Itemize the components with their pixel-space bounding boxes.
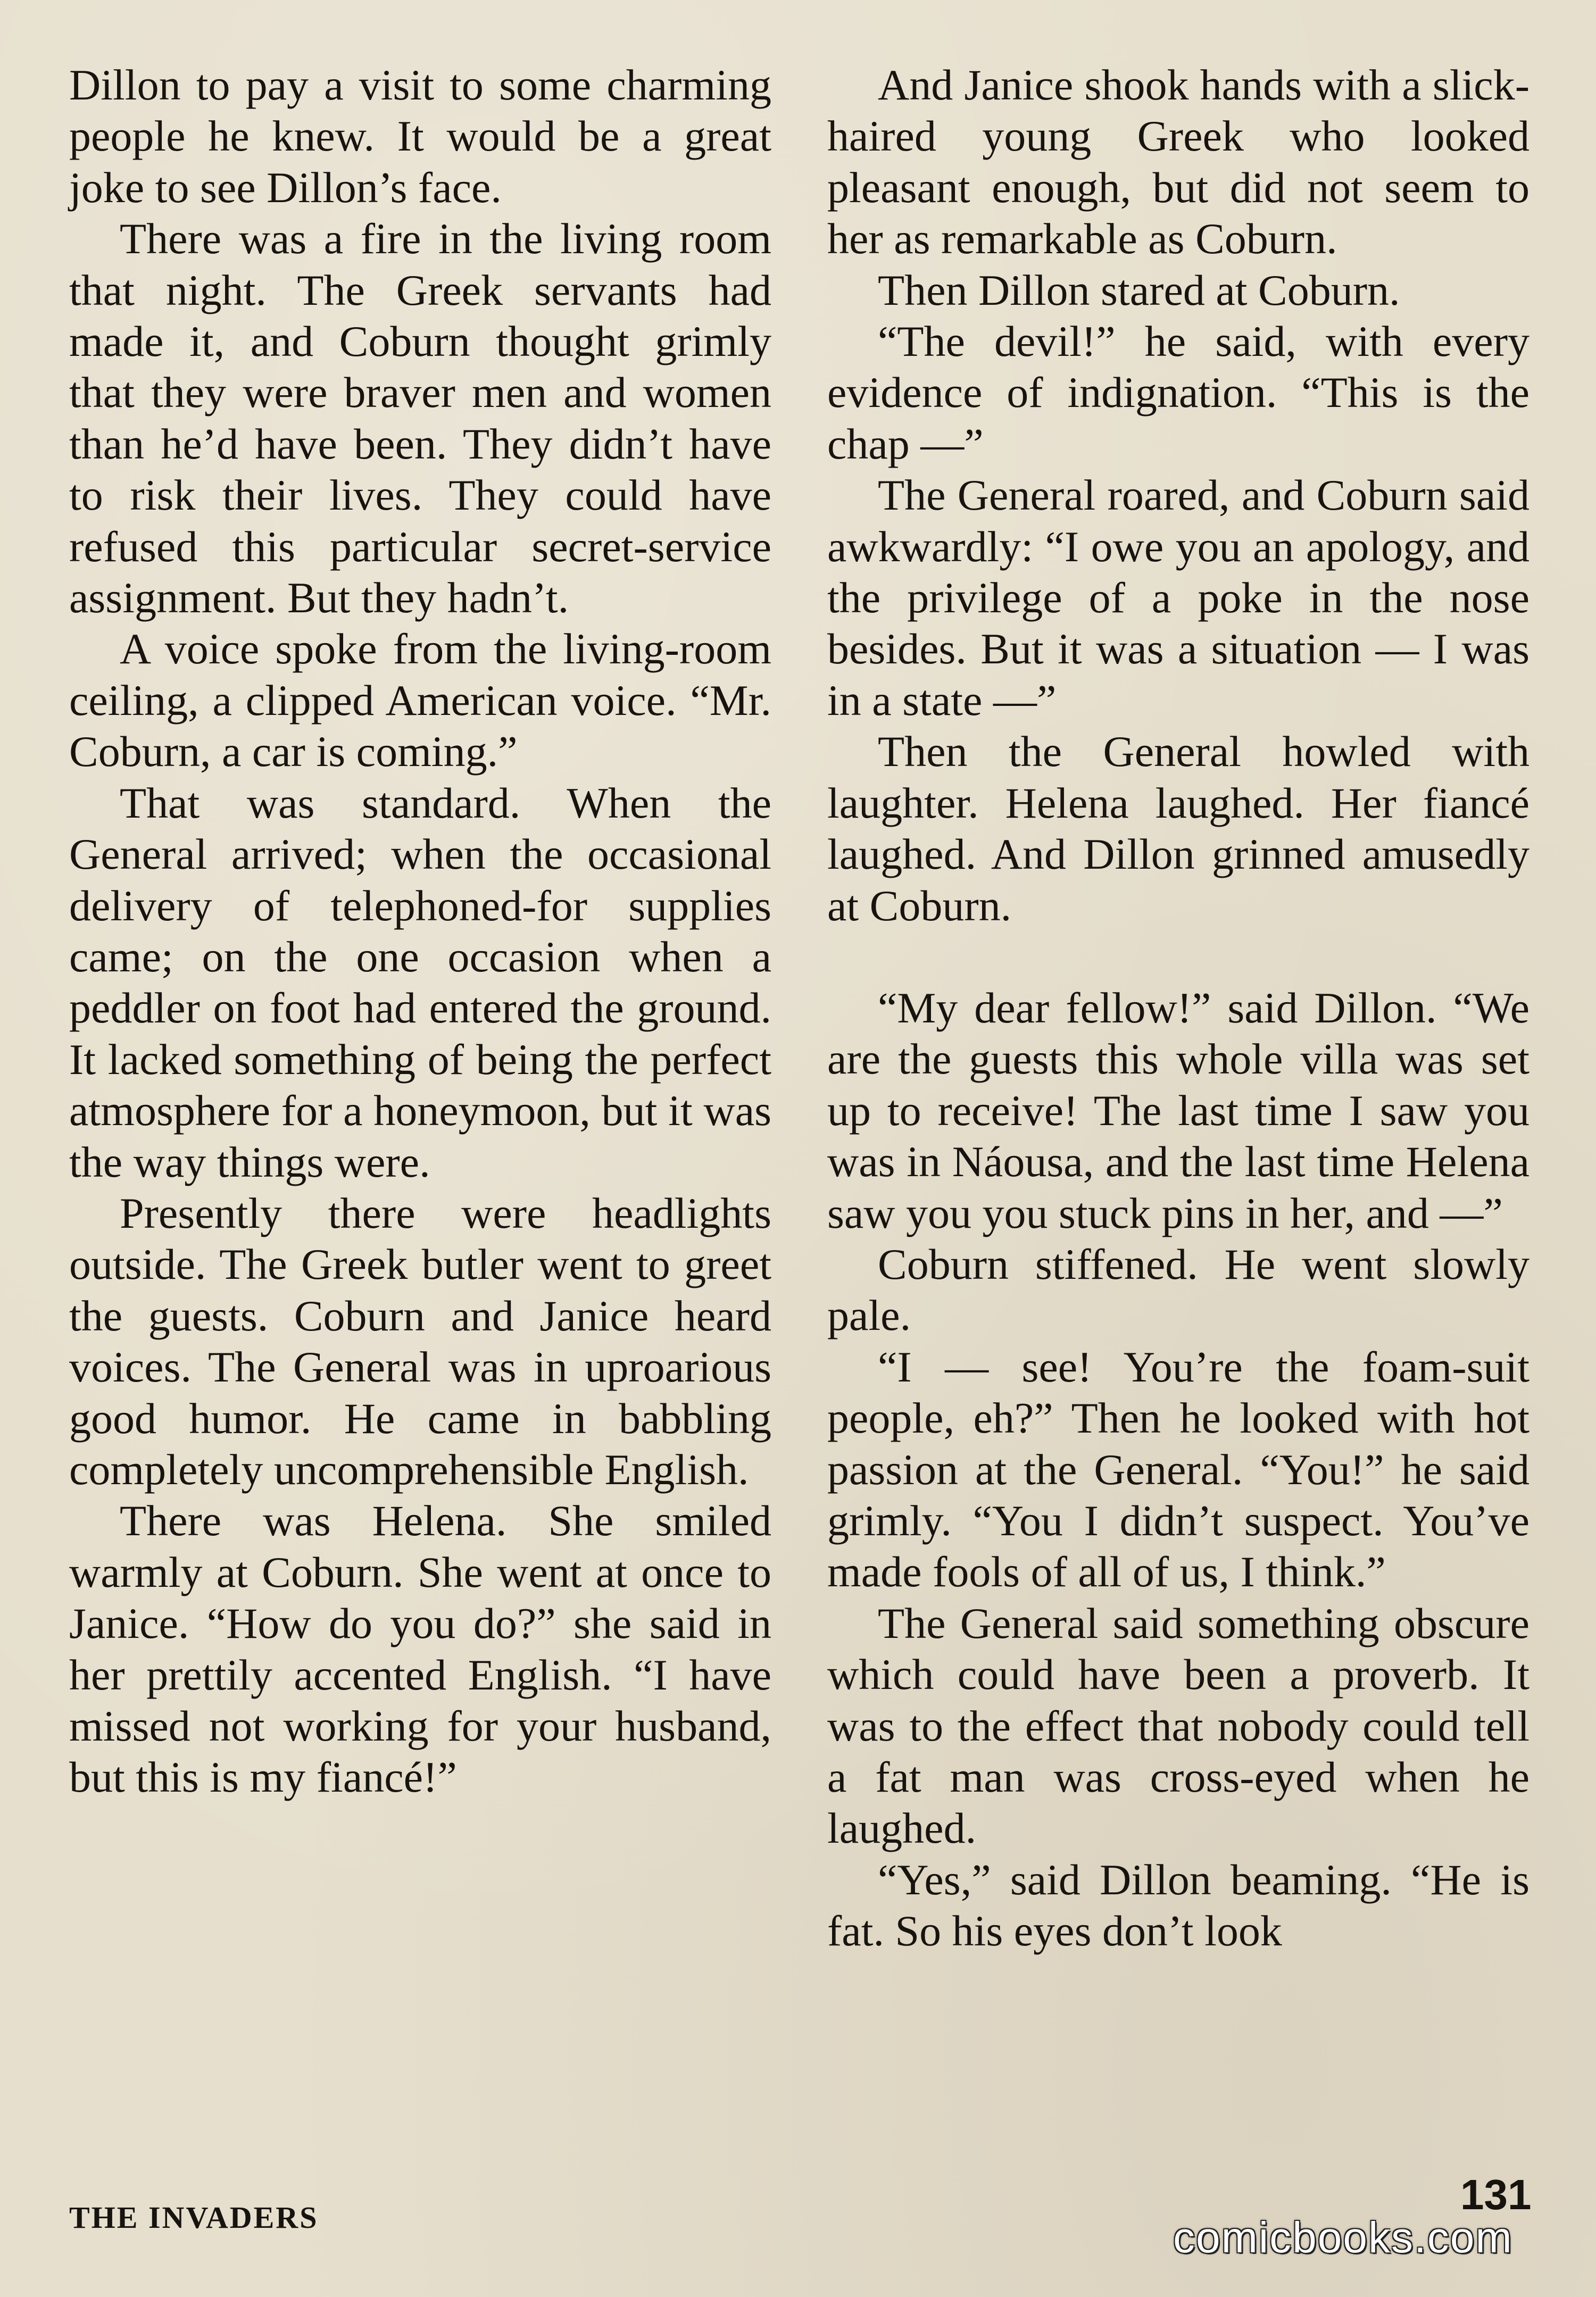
paragraph: The General said something obscure which could have been a proverb. It was to the effect that nobody could tell a fat man was cross-eyed when he laughed. [827, 1599, 1530, 1853]
site-watermark: comicbooks.com [1173, 2213, 1513, 2262]
paragraph: “My dear fellow!” said Dillon. “We are the guests this whole villa was set up to receive! The last time I saw you was in Náousa, and the last time Helena saw you you stuck pins in her, and —” [827, 983, 1530, 1237]
paragraph: Dillon to pay a visit to some charming people he knew. It would be a great joke to see Dillon’s face. [69, 61, 771, 212]
paragraph: A voice spoke from the living-room ceiling, a clipped American voice. “Mr. Coburn, a car is coming.” [69, 625, 771, 776]
paragraph: Then Dillon stared at Coburn. [878, 265, 1400, 314]
paragraph: “Yes,” said Dillon beaming. “He is fat. So his eyes don’t look [827, 1855, 1530, 1955]
paragraph: There was a fire in the living room that night. The Greek servants had made it, and Coburn thought grimly that they were braver men and women than he’d have been. They didn’t have to risk their lives. They could have refused this particular secret-service assignment. But they hadn’t. [69, 214, 771, 622]
paragraph: Then the General howled with laughter. Helena laughed. Her fiancé laughed. And Dillon grinned amusedly at Coburn. [827, 727, 1530, 930]
paragraph: That was standard. When the General arrived; when the occasional delivery of telephoned-for supplies came; on the one occasion when a peddler on foot had entered the ground. It lacked something of being the perfect atmosphere for a honeymoon, but it was the way things were. [69, 778, 771, 1186]
paragraph: Presently there were headlights outside. The Greek butler went to greet the guests. Coburn and Janice heard voices. The General was in uproarious good humor. He came in babbling completely uncomprehensible English. [69, 1188, 771, 1494]
left-text-column [69, 60, 771, 1803]
paragraph: “The devil!” he said, with every evidence of indignation. “This is the chap —” [827, 317, 1530, 468]
paragraph: “I — see! You’re the foam-suit people, eh?” Then he looked with hot passion at the General. “You!” he said grimly. “You I didn’t suspect. You’ve made fools of all of us, I think.” [827, 1342, 1530, 1596]
paragraph: Coburn stiffened. He went slowly pale. [827, 1239, 1530, 1340]
paragraph: The General roared, and Coburn said awkwardly: “I owe you an apology, and the privilege of a poke in the nose besides. But it was a situation — I was in a state —” [827, 471, 1530, 725]
paragraph: And Janice shook hands with a slick-haired young Greek who looked pleasant enough, but did not seem to her as remarkable as Coburn. [827, 61, 1530, 263]
page-number: 131 [1460, 2171, 1532, 2218]
paragraph: There was Helena. She smiled warmly at Coburn. She went at once to Janice. “How do you do?” she said in her prettily accented English. “I have missed not working for your husband, but this is my fiancé!” [69, 1496, 771, 1802]
right-text-column [827, 60, 1530, 1957]
running-title: THE INVADERS [69, 2200, 319, 2235]
